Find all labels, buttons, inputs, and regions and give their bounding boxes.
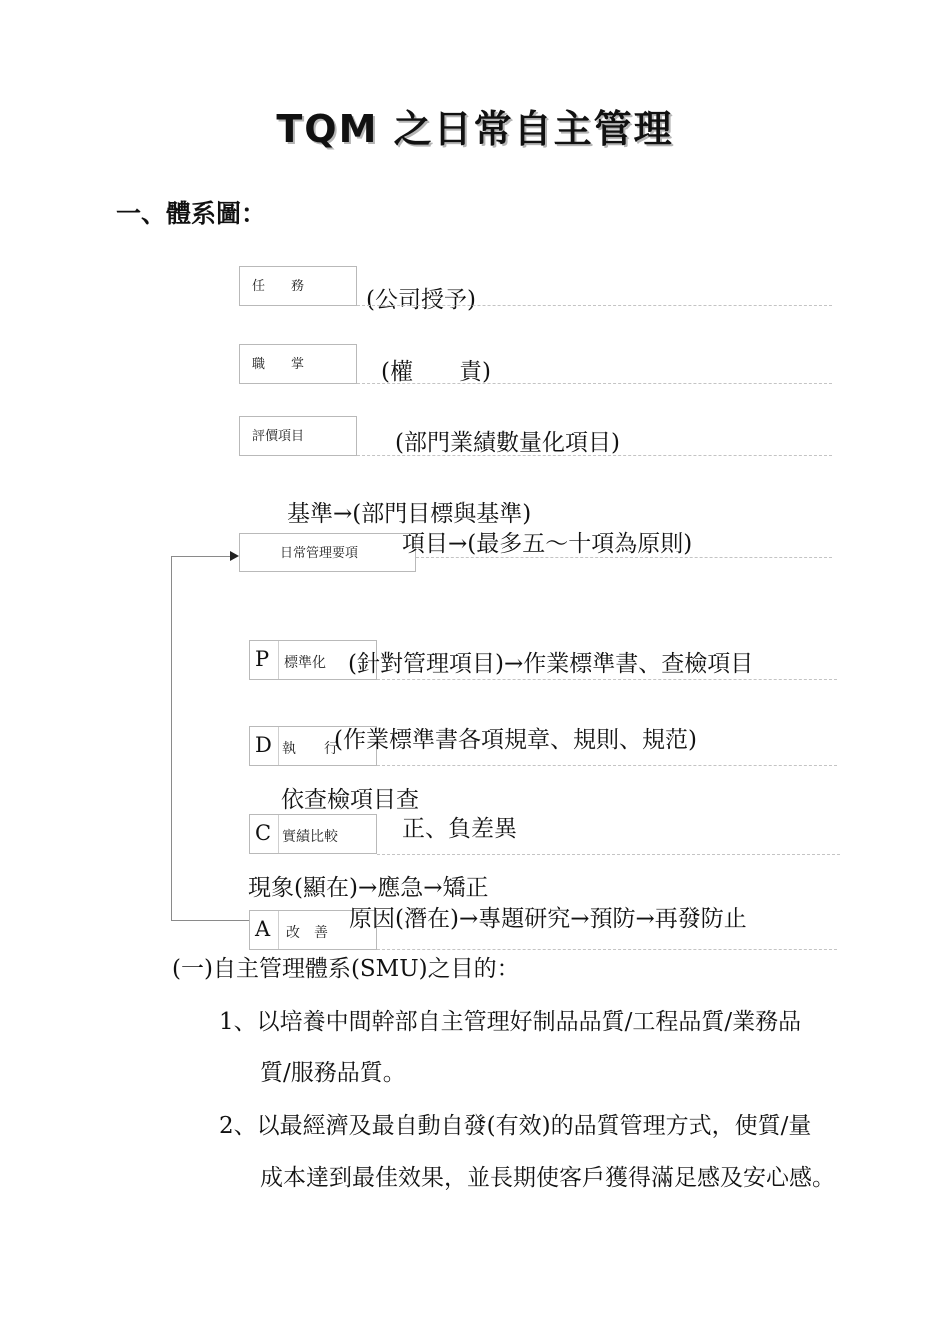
feedback-line-top	[171, 556, 231, 557]
divider	[278, 641, 279, 679]
duty-box-label: 職 掌	[252, 357, 305, 372]
task-box-label: 任 務	[252, 279, 305, 294]
duty-note: (權 責)	[381, 359, 491, 385]
divider	[416, 557, 832, 558]
pdca-a-note: 原因(潛在)→專題研究→預防→再發防止	[349, 906, 747, 932]
divider	[377, 679, 837, 680]
arrow-right-icon	[230, 551, 239, 561]
page-title: TQM 之日常自主管理	[276, 107, 674, 151]
pdca-p-note: (針對管理項目)→作業標準書、查檢項目	[348, 651, 754, 677]
divider	[357, 305, 832, 306]
divider	[278, 815, 279, 853]
duty-box	[239, 344, 357, 384]
task-box	[239, 266, 357, 306]
pdca-c-box	[249, 814, 377, 854]
divider	[278, 727, 279, 765]
pdca-p-letter: P	[255, 647, 270, 671]
task-note: (公司授予)	[366, 287, 476, 313]
pdca-c-label: 實績比較	[282, 829, 338, 845]
divider	[278, 911, 279, 949]
pdca-d-note: (作業標準書各項規章、規則、規范)	[334, 727, 697, 753]
evaluation-box	[239, 416, 357, 456]
items-note: 項目→(最多五～十項為原則)	[402, 531, 693, 557]
purpose-heading: (一)自主管理體系(SMU)之目的：	[172, 956, 520, 982]
purpose-item-2-line-1: 2、以最經濟及最自動自發(有效)的品質管理方式，使質/量	[219, 1113, 812, 1139]
divider	[377, 854, 840, 855]
purpose-item-1-line-2: 質/服務品質。	[260, 1060, 406, 1086]
pdca-a-letter: A	[255, 917, 271, 941]
divider	[357, 383, 832, 384]
pdca-c-letter: C	[255, 821, 272, 845]
feedback-line-vertical	[171, 556, 172, 921]
standard-note: 基準→(部門目標與基準)	[287, 501, 532, 527]
evaluation-box-label: 評價項目	[252, 429, 305, 444]
pdca-a-label: 改 善	[286, 925, 328, 941]
pdca-d-label: 執 行	[282, 741, 338, 757]
purpose-item-1-line-1: 1、以培養中間幹部自主管理好制品品質/工程品質/業務品	[219, 1009, 802, 1035]
pdca-a-pre-note: 現象(顯在)→應急→矯正	[248, 875, 489, 901]
feedback-line-bottom	[171, 920, 249, 921]
section-heading: 一、體系圖：	[116, 199, 267, 228]
divider	[357, 455, 832, 456]
daily-management-box	[239, 533, 416, 572]
pdca-p-label: 標準化	[284, 655, 326, 671]
evaluation-note: (部門業績數量化項目)	[395, 430, 620, 456]
pdca-c-pre-note: 依查檢項目查	[281, 787, 419, 813]
pdca-d-letter: D	[255, 733, 272, 757]
divider	[377, 765, 837, 766]
purpose-item-2-line-2: 成本達到最佳效果，並長期使客戶獲得滿足感及安心感。	[260, 1165, 835, 1191]
daily-management-label: 日常管理要項	[280, 546, 359, 561]
pdca-c-note: 正、負差異	[402, 816, 517, 842]
